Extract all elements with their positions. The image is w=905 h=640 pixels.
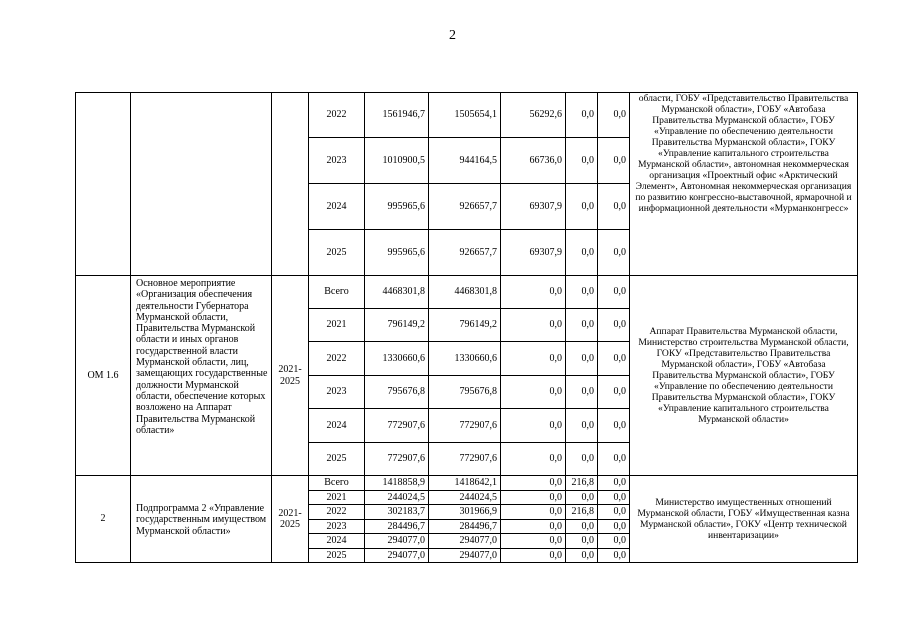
value-cell: 0,0	[566, 549, 598, 563]
total-cell: 4468301,8	[365, 276, 429, 309]
total-cell: 284496,7	[365, 520, 429, 534]
value-cell: 0,0	[501, 505, 566, 520]
year-cell: 2025	[309, 443, 365, 476]
value-cell: 56292,6	[501, 93, 566, 138]
value-cell: 244024,5	[429, 491, 501, 505]
value-cell: 216,8	[566, 505, 598, 520]
value-cell: 772907,6	[429, 409, 501, 443]
value-cell: 0,0	[598, 93, 630, 138]
value-cell: 0,0	[566, 309, 598, 342]
total-cell: 1418858,9	[365, 476, 429, 491]
value-cell: 0,0	[598, 549, 630, 563]
value-cell: 284496,7	[429, 520, 501, 534]
code-cell: ОМ 1.6	[76, 276, 131, 476]
year-cell: 2023	[309, 138, 365, 184]
value-cell: 216,8	[566, 476, 598, 491]
executors-cell: области, ГОБУ «Представительство Правительства Мурманской области», ГОБУ «Автобаза Правительства Мурманской области», ГОБУ «Управление по обеспечению деятельности Правительства Мурманской области», ГОКУ «Управление капитального строительства Мурманской области», автономная некоммерческая организация «Проектный офис «Арктический Элемент», Автономная некоммерческая организация по развитию конгрессно-выставочной, ярмарочной и информационной деятельности «Мурманконгресс»	[630, 93, 858, 276]
total-cell: 1010900,5	[365, 138, 429, 184]
value-cell: 0,0	[566, 534, 598, 549]
value-cell: 0,0	[501, 376, 566, 409]
total-cell: 302183,7	[365, 505, 429, 520]
total-cell: 294077,0	[365, 534, 429, 549]
value-cell: 69307,9	[501, 184, 566, 230]
value-cell: 0,0	[501, 534, 566, 549]
total-cell: 772907,6	[365, 443, 429, 476]
value-cell: 0,0	[598, 138, 630, 184]
value-cell: 0,0	[501, 276, 566, 309]
year-cell: 2024	[309, 409, 365, 443]
table-row	[76, 93, 858, 138]
name-cell	[131, 93, 272, 276]
value-cell: 0,0	[566, 230, 598, 276]
value-cell: 1505654,1	[429, 93, 501, 138]
year-cell: 2025	[309, 549, 365, 563]
value-cell: 0,0	[566, 184, 598, 230]
value-cell: 66736,0	[501, 138, 566, 184]
value-cell: 0,0	[566, 93, 598, 138]
value-cell: 1418642,1	[429, 476, 501, 491]
value-cell: 926657,7	[429, 184, 501, 230]
total-cell: 995965,6	[365, 230, 429, 276]
value-cell: 0,0	[501, 476, 566, 491]
value-cell: 0,0	[598, 376, 630, 409]
value-cell: 0,0	[598, 491, 630, 505]
name-cell: Основное мероприятие «Организация обеспечения деятельности Губернатора Мурманской области, Правительства Мурманской области и иных органов государственной власти Мурманской области, лиц, замещающих государственные должности Мурманской области, обеспечение которых возложено на Аппарат Правительства Мурманской области»	[131, 276, 272, 476]
value-cell: 0,0	[566, 443, 598, 476]
value-cell: 0,0	[598, 342, 630, 376]
code-cell	[76, 93, 131, 276]
value-cell: 796149,2	[429, 309, 501, 342]
budget-table	[75, 92, 858, 563]
value-cell: 772907,6	[429, 443, 501, 476]
year-cell: 2023	[309, 520, 365, 534]
value-cell: 0,0	[598, 309, 630, 342]
value-cell: 0,0	[598, 443, 630, 476]
value-cell: 294077,0	[429, 549, 501, 563]
value-cell: 0,0	[566, 138, 598, 184]
year-cell: 2024	[309, 534, 365, 549]
value-cell: 0,0	[598, 520, 630, 534]
year-cell: Всего	[309, 476, 365, 491]
total-cell: 294077,0	[365, 549, 429, 563]
value-cell: 0,0	[501, 520, 566, 534]
value-cell: 0,0	[566, 520, 598, 534]
period-cell	[272, 93, 309, 276]
year-cell: 2021	[309, 309, 365, 342]
value-cell: 0,0	[598, 230, 630, 276]
value-cell: 0,0	[598, 276, 630, 309]
value-cell: 0,0	[598, 476, 630, 491]
total-cell: 1330660,6	[365, 342, 429, 376]
value-cell: 0,0	[598, 534, 630, 549]
value-cell: 69307,9	[501, 230, 566, 276]
table-row	[76, 276, 858, 309]
year-cell: 2022	[309, 505, 365, 520]
value-cell: 0,0	[501, 491, 566, 505]
year-cell: 2022	[309, 93, 365, 138]
year-cell: 2022	[309, 342, 365, 376]
value-cell: 944164,5	[429, 138, 501, 184]
executors-cell: Аппарат Правительства Мурманской области, Министерство строительства Мурманской области, ГОКУ «Представительство Правительства Мурманской области», ГОБУ «Автобаза Правительства Мурманской области», ГОБУ «Управление по обеспечению деятельности Правительства Мурманской области», ГОКУ «Управление капитального строительства Мурманской области»	[630, 276, 858, 476]
year-cell: Всего	[309, 276, 365, 309]
total-cell: 995965,6	[365, 184, 429, 230]
year-cell: 2021	[309, 491, 365, 505]
total-cell: 796149,2	[365, 309, 429, 342]
total-cell: 795676,8	[365, 376, 429, 409]
year-cell: 2025	[309, 230, 365, 276]
value-cell: 0,0	[566, 409, 598, 443]
value-cell: 294077,0	[429, 534, 501, 549]
value-cell: 4468301,8	[429, 276, 501, 309]
value-cell: 1330660,6	[429, 342, 501, 376]
value-cell: 0,0	[598, 409, 630, 443]
value-cell: 0,0	[566, 276, 598, 309]
value-cell: 301966,9	[429, 505, 501, 520]
value-cell: 0,0	[501, 443, 566, 476]
year-cell: 2024	[309, 184, 365, 230]
value-cell: 0,0	[598, 184, 630, 230]
value-cell: 0,0	[501, 549, 566, 563]
executors-cell: Министерство имущественных отношений Мурманской области, ГОБУ «Имущественная казна Мурманской области», ГОКУ «Центр технической инвентаризации»	[630, 476, 858, 563]
value-cell: 0,0	[566, 376, 598, 409]
value-cell: 0,0	[501, 342, 566, 376]
total-cell: 244024,5	[365, 491, 429, 505]
value-cell: 0,0	[501, 409, 566, 443]
value-cell: 0,0	[501, 309, 566, 342]
value-cell: 795676,8	[429, 376, 501, 409]
period-cell: 2021-2025	[272, 276, 309, 476]
total-cell: 1561946,7	[365, 93, 429, 138]
name-cell: Подпрограмма 2 «Управление государственным имуществом Мурманской области»	[131, 476, 272, 563]
table-row	[76, 476, 858, 491]
code-cell: 2	[76, 476, 131, 563]
total-cell: 772907,6	[365, 409, 429, 443]
page-number: 2	[449, 28, 456, 43]
value-cell: 0,0	[566, 342, 598, 376]
period-cell: 2021-2025	[272, 476, 309, 563]
value-cell: 926657,7	[429, 230, 501, 276]
year-cell: 2023	[309, 376, 365, 409]
value-cell: 0,0	[598, 505, 630, 520]
value-cell: 0,0	[566, 491, 598, 505]
